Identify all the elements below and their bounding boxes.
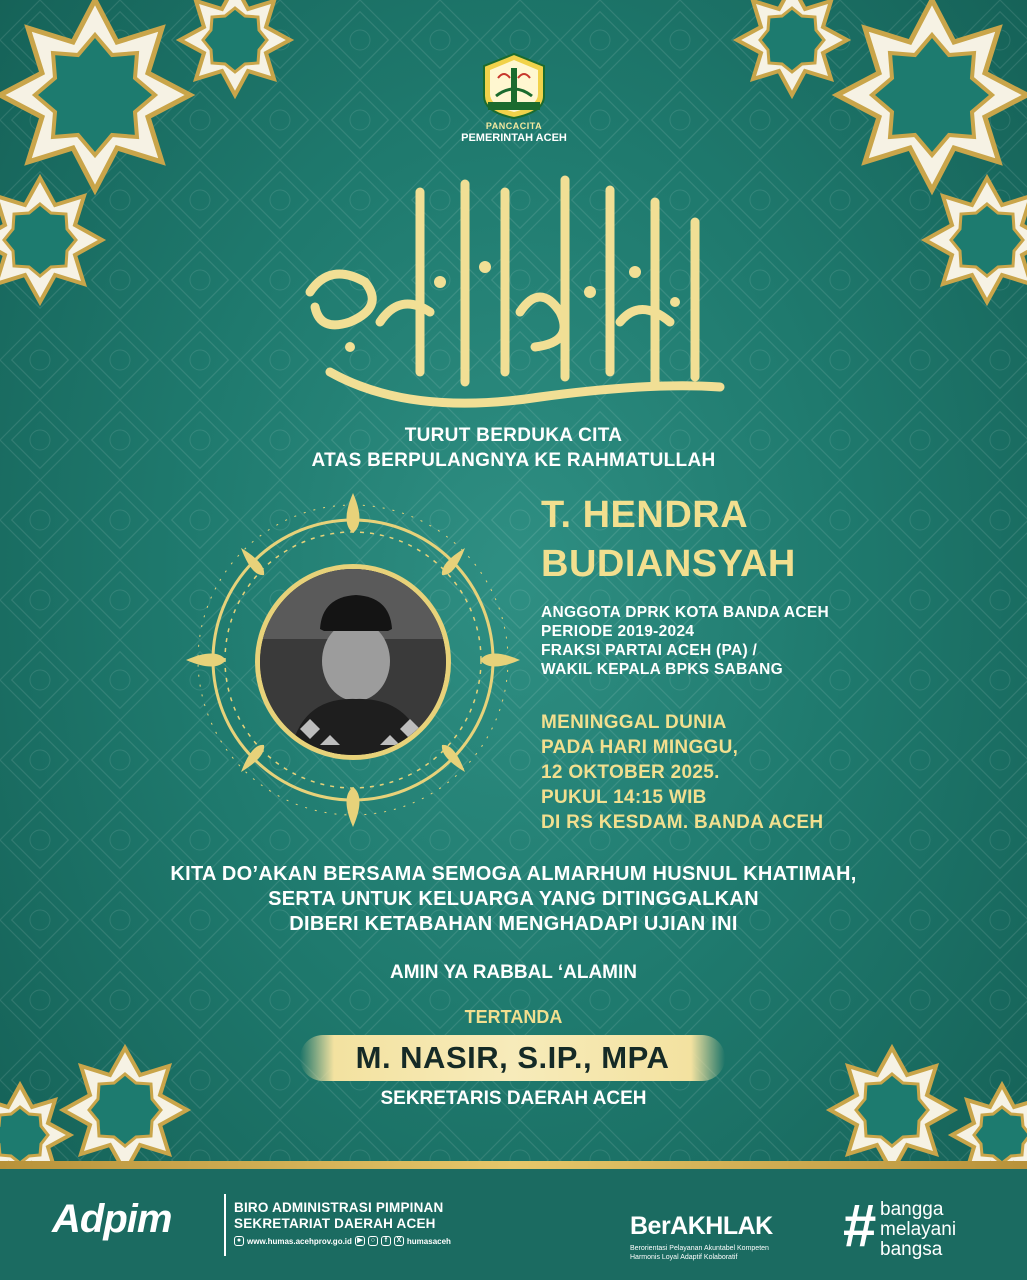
aceh-government-logo (478, 52, 550, 120)
footer-vertical-divider (224, 1194, 226, 1256)
death-info-line: MENINGGAL DUNIA (541, 712, 727, 733)
hashtag-word-1: bangga (880, 1199, 944, 1220)
berakhlak-tagline-1: Berorientasi Pelayanan Akuntabel Kompeten (630, 1245, 769, 1252)
signature-label: TERTANDA (464, 1007, 563, 1027)
website-text: www.humas.acehprov.go.id (247, 1236, 352, 1246)
role-line: PERIODE 2019-2024 (541, 623, 695, 640)
adpim-logo: Adpim (52, 1197, 172, 1241)
role-line: ANGGOTA DPRK KOTA BANDA ACEH (541, 604, 829, 621)
intro-line-2: ATAS BERPULANGNYA KE RAHMATULLAH (311, 450, 716, 471)
footer-divider-line (0, 1161, 1027, 1169)
globe-icon: ● (234, 1236, 244, 1246)
signature-name-banner (300, 1035, 725, 1081)
social-handle: humasaceh (406, 1236, 451, 1246)
top-left-star-ornament (0, 0, 300, 310)
x-icon: X (394, 1236, 404, 1246)
intro-line-1: TURUT BERDUKA CITA (404, 425, 623, 446)
berakhlak-tagline-2: Harmonis Loyal Adaptif Kolaboratif (630, 1254, 738, 1261)
death-info-line: DI RS KESDAM. BANDA ACEH (541, 812, 824, 833)
berakhlak-logo: BerAKHLAK (630, 1212, 773, 1240)
prayer-line: SERTA UNTUK KELUARGA YANG DITINGGALKAN (268, 888, 759, 910)
deceased-name-line-2: BUDIANSYAH (541, 543, 796, 585)
deceased-name-line-1: T. HENDRA (541, 494, 749, 536)
role-line: FRAKSI PARTAI ACEH (PA) / (541, 642, 758, 659)
org-name-line-1: BIRO ADMINISTRASI PIMPINAN (234, 1200, 444, 1215)
logo-small-caption: PANCACITA (485, 121, 543, 131)
instagram-icon: ○ (368, 1236, 378, 1246)
prayer-line: DIBERI KETABAHAN MENGHADAPI UJIAN INI (289, 913, 738, 935)
death-info-line: 12 OKTOBER 2025. (541, 762, 720, 783)
org-name-line-2: SEKRETARIAT DAERAH ACEH (234, 1216, 436, 1231)
hashtag-symbol: # (843, 1192, 877, 1259)
hashtag-word-2: melayani (880, 1219, 957, 1240)
logo-caption: PEMERINTAH ACEH (461, 132, 567, 144)
prayer-text (0, 862, 1027, 937)
signatory-name: M. NASIR, S.IP., MPA (355, 1040, 670, 1075)
top-right-star-ornament (727, 0, 1027, 310)
amin-text: AMIN YA RABBAL ‘ALAMIN (389, 962, 637, 983)
death-info-line: PUKUL 14:15 WIB (541, 787, 707, 808)
signatory-title: SEKRETARIS DAERAH ACEH (380, 1088, 647, 1109)
portrait-image (260, 569, 446, 755)
role-line: WAKIL KEPALA BPKS SABANG (541, 661, 784, 678)
youtube-icon: ▶ (355, 1236, 365, 1246)
social-links (234, 1236, 451, 1246)
hashtag-word-3: bangsa (880, 1239, 943, 1260)
death-info-line: PADA HARI MINGGU, (541, 737, 739, 758)
prayer-line: KITA DO’AKAN BERSAMA SEMOGA ALMARHUM HUSNUL KHATIMAH, (170, 863, 857, 885)
facebook-icon: f (381, 1236, 391, 1246)
portrait-photo (255, 564, 451, 760)
inna-lillahi-calligraphy (290, 172, 740, 422)
